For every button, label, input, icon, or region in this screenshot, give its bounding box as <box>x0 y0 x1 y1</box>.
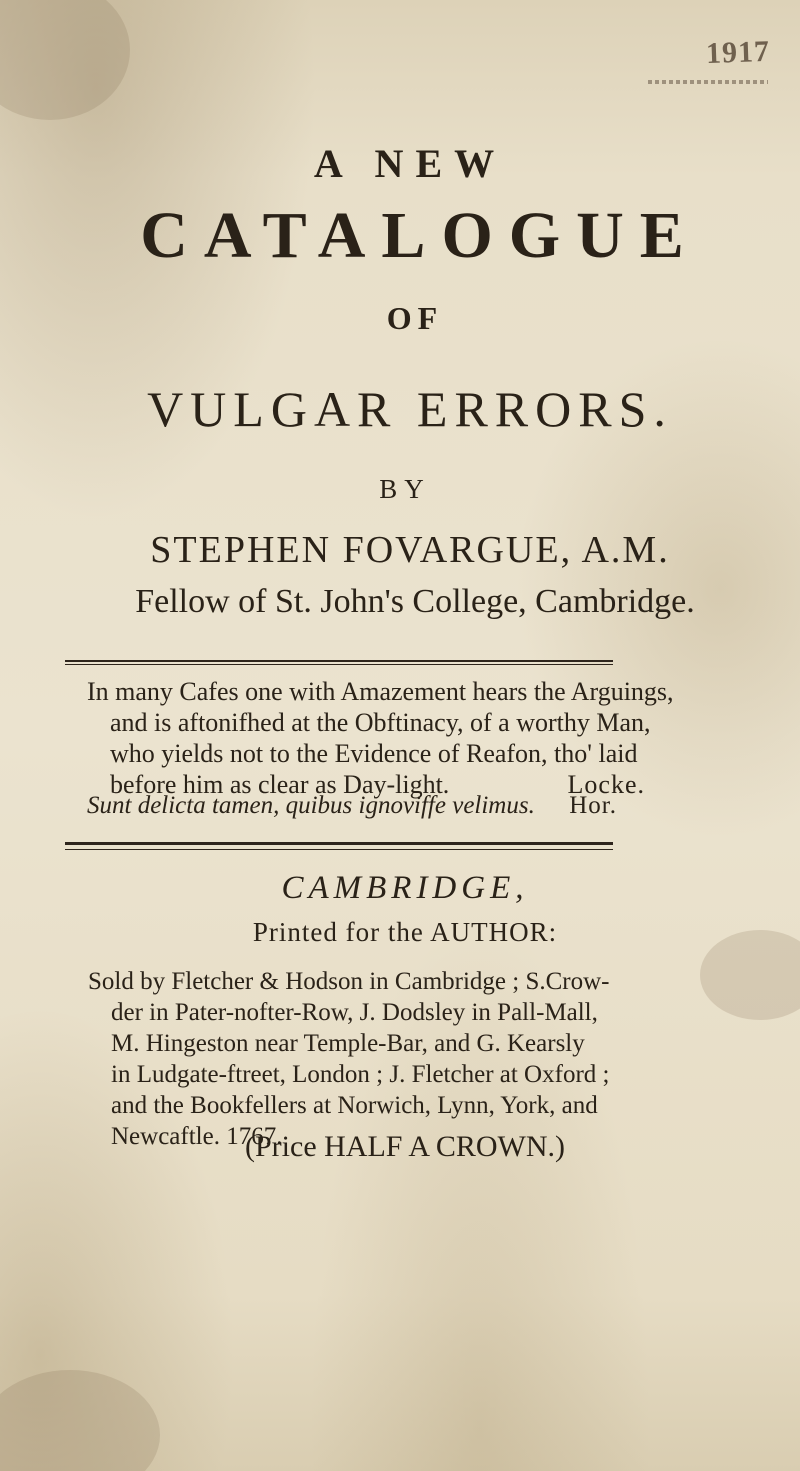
price: (Price HALF A CROWN.) <box>245 1130 565 1163</box>
printed-for: Printed for the AUTHOR: <box>252 917 558 947</box>
epigraph-line: and is aftonifhed at the Obftinacy, of a worthy Man, <box>110 708 651 737</box>
epigraph <box>87 676 674 800</box>
epigraph-line: before him as clear as Day-light. <box>110 770 450 799</box>
divider-rule <box>65 664 613 665</box>
stamp-rule <box>648 80 768 84</box>
author-name: STEPHEN FOVARGUE, A.M. <box>150 529 670 571</box>
latin-attribution: Hor. <box>569 792 617 819</box>
by-line: BY <box>379 474 431 504</box>
latin-text: Sunt delicta tamen, quibus ignoviffe velimus. <box>87 792 535 819</box>
sellers-line: Sold by Fletcher & Hodson in Cambridge ; S.Crow- <box>88 968 610 995</box>
library-stamp <box>628 18 778 94</box>
author-affiliation: Fellow of St. John's College, Cambridge. <box>135 583 695 620</box>
title-top: A NEW <box>313 141 507 186</box>
title-main: CATALOGUE <box>140 199 700 272</box>
sellers-line: in Ludgate-ftreet, London ; J. Fletcher at Oxford ; <box>111 1061 610 1088</box>
sellers-line: M. Hingeston near Temple-Bar, and G. Kearsly <box>111 1030 585 1057</box>
divider-rule <box>65 660 613 662</box>
divider-rule <box>65 842 613 845</box>
title-of: OF <box>386 300 444 336</box>
foxing-stain <box>0 1370 160 1471</box>
stamp-number: 1917 <box>705 34 771 71</box>
latin-motto <box>87 792 627 820</box>
imprint-place: CAMBRIDGE, <box>281 870 529 906</box>
sellers-line: Newcaftle. 1767. <box>111 1123 283 1150</box>
epigraph-line: who yields not to the Evidence of Reafon, tho' laid <box>110 739 638 768</box>
imprint-sellers <box>88 966 728 1152</box>
epigraph-attribution: Locke. <box>567 770 645 799</box>
sellers-line: and the Bookfellers at Norwich, Lynn, York, and <box>111 1092 598 1119</box>
title-sub: VULGAR ERRORS. <box>147 381 673 437</box>
sellers-line: der in Pater-nofter-Row, J. Dodsley in Pall-Mall, <box>111 999 598 1026</box>
foxing-stain <box>0 0 130 120</box>
epigraph-line: In many Cafes one with Amazement hears the Arguings, <box>87 677 674 706</box>
divider-rule <box>65 849 613 850</box>
